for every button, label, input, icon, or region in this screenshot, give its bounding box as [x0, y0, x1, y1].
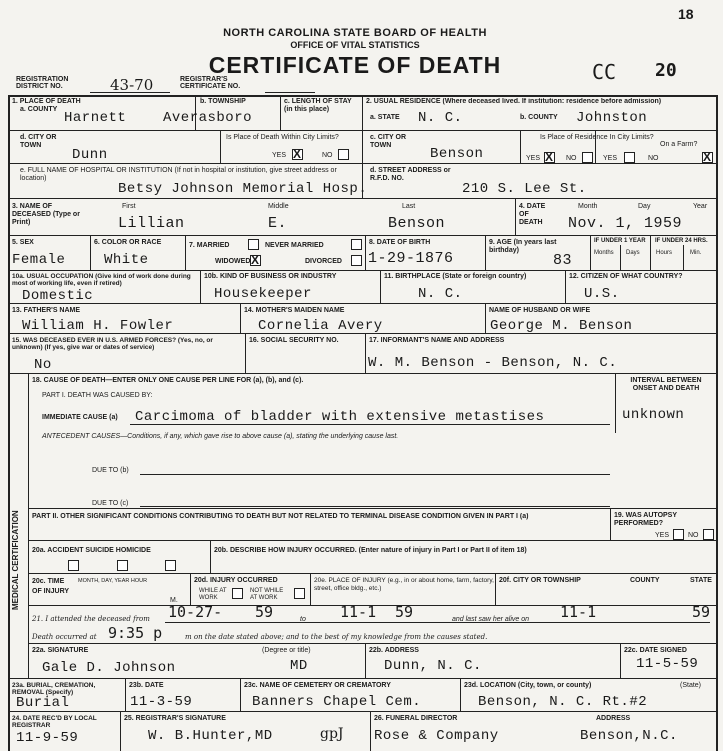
div-22c [620, 643, 621, 678]
div-9d [650, 235, 651, 270]
race-label: 6. COLOR OR RACE [94, 239, 162, 246]
injury-how-label: 20b. DESCRIBE HOW INJURY OCCURRED. (Enter nature of injury in Part I or Part II of item 18) [214, 547, 527, 554]
street-value: 210 S. Lee St. [462, 181, 587, 197]
div-interval [615, 373, 616, 433]
row23-bottom [8, 711, 716, 712]
widowed-mark: X [251, 253, 260, 267]
div-4 [515, 198, 516, 235]
injury-county-label: COUNTY [630, 577, 660, 584]
hospital-value: Betsy Johnson Memorial Hosp. [118, 181, 368, 197]
street-label: d. STREET ADDRESS or R.F.D. NO. [370, 167, 451, 182]
div-9 [485, 235, 486, 270]
armed-forces-value: No [34, 357, 52, 373]
registrar-sig-label: 25. REGISTRAR'S SIGNATURE [124, 715, 226, 722]
interval-label: INTERVAL BETWEEN ONSET AND DEATH [630, 377, 702, 392]
day-label: Day [638, 203, 651, 210]
part1-label: PART I. DEATH WAS CAUSED BY: [42, 392, 153, 399]
div-26 [370, 711, 371, 751]
div-12 [565, 270, 566, 303]
due-c-label: DUE TO (c) [92, 500, 129, 507]
div-spouse [485, 303, 486, 333]
birthplace-value: N. C. [418, 286, 463, 302]
last-saw-label: and last saw her alive on [452, 616, 530, 623]
part2-label: PART II. OTHER SIGNIFICANT CONDITIONS CONTRIBUTING TO DEATH BUT NOT RELATED TO TERMINAL DISEASE CONDITION GIVEN IN PART I (a) [32, 513, 529, 520]
birth-value: 1-29-1876 [368, 250, 454, 267]
antecedent-label: ANTECEDENT CAUSES—Conditions, if any, which gave rise to above cause (a), stating the underlying cause last. [42, 433, 399, 440]
date-recd-label: 24. DATE REC'D BY LOCAL REGISTRAR [12, 715, 97, 729]
div-25 [120, 711, 121, 751]
funeral-address-value: Benson,N.C. [580, 728, 678, 744]
funeral-value: Rose & Company [374, 728, 499, 744]
age-label: 9. AGE (In years last birthday) [489, 239, 557, 254]
res-state-value: N. C. [418, 110, 463, 126]
div-9e [683, 245, 684, 270]
row18-bottom [28, 540, 716, 541]
burial-date-label: 23b. DATE [129, 682, 164, 689]
attended-from-value: 10-27- [168, 603, 223, 621]
limits-yes-label: YES [526, 155, 541, 162]
death-occurred-label: Death occurred at [32, 633, 97, 641]
father-value: William H. Fowler [22, 318, 174, 334]
registrar-cert-label: REGISTRAR'S CERTIFICATE NO. [180, 76, 241, 90]
div-20d [190, 573, 191, 605]
under1-label: IF UNDER 1 YEAR [594, 238, 646, 244]
month-label: Month [578, 203, 598, 210]
not-while-checkbox[interactable] [294, 588, 305, 599]
father-label: 13. FATHER'S NAME [12, 307, 81, 314]
div-23b [125, 678, 126, 711]
div-22b [365, 643, 366, 678]
widowed-label: WIDOWED [215, 258, 251, 265]
corner-mark: 18 [678, 6, 694, 22]
year-label: Year [693, 203, 708, 210]
res-city-label: c. CITY OR TOWN [370, 134, 407, 149]
div-10b [200, 270, 201, 303]
while-at-work-checkbox[interactable] [232, 588, 243, 599]
under24-label: IF UNDER 24 HRS. [655, 238, 708, 244]
due-b-label: DUE TO (b) [92, 467, 129, 474]
accident-checkbox[interactable] [68, 560, 79, 571]
last-saw-year: 59 [692, 603, 711, 621]
res-county-label: b. COUNTY [520, 114, 558, 121]
middle-name-value: E. [268, 215, 288, 232]
citizen-label: 12. CITIZEN OF WHAT COUNTRY? [569, 273, 683, 280]
attended-from-year: 59 [255, 603, 274, 621]
within-no-label: NO [322, 152, 333, 159]
time-of-injury-label: 20c. TIME OF INJURY [32, 578, 70, 595]
degree-label: (Degree or title) [262, 647, 311, 654]
not-while-label: NOT WHILE AT WORK [250, 588, 284, 601]
never-married-checkbox[interactable] [351, 239, 362, 250]
armed-forces-label: 15. WAS DECEASED EVER IN U.S. ARMED FORCES? (Yes, no, or unknown) (If yes, give war or dates of service) [12, 337, 213, 351]
married-checkbox[interactable] [248, 239, 259, 250]
hospital-label: e. FULL NAME OF HOSPITAL OR INSTITUTION (If not in hospital or institution, give street address or location) [20, 167, 337, 182]
birthplace-label: 11. BIRTHPLACE (State or foreign country) [384, 273, 527, 280]
row20a-bottom [28, 573, 716, 574]
signature-label: 22a. SIGNATURE [32, 647, 89, 654]
funeral-address-label: ADDRESS [596, 715, 631, 722]
industry-value: Housekeeper [214, 286, 312, 302]
in-limits-label: Is Place of Residence In City Limits? [540, 134, 654, 141]
div-1c [280, 95, 281, 130]
attended-to-year: 59 [395, 603, 414, 621]
injury-occurred-label: 20d. INJURY OCCURRED [194, 577, 278, 584]
date-recd-value: 11-9-59 [16, 730, 79, 746]
date-signed-value: 11-5-59 [636, 656, 699, 672]
farm-yes-label: YES [603, 155, 618, 162]
row5-bottom [8, 270, 716, 271]
injury-state-label: STATE [690, 577, 712, 584]
death-township-value: Averasboro [163, 110, 253, 126]
ssn-label: 16. SOCIAL SECURITY NO. [249, 337, 339, 344]
medical-certification-side-label: MEDICAL CERTIFICATION [11, 510, 20, 610]
last-name-value: Benson [388, 215, 446, 232]
informant-value: W. M. Benson - Benson, N. C. [368, 355, 618, 371]
burial-date-value: 11-3-59 [130, 694, 193, 710]
death-occurred-tail: m on the date stated above; and to the best of my knowledge from the causes stated. [185, 633, 488, 641]
signature-value: Gale D. Johnson [42, 660, 176, 676]
address-label: 22b. ADDRESS [369, 647, 419, 654]
suicide-checkbox[interactable] [117, 560, 128, 571]
stamp-number: 20 [655, 60, 677, 81]
div-16 [245, 333, 246, 373]
row1e-bottom [8, 198, 716, 199]
div-7 [185, 235, 186, 270]
married-label: 7. MARRIED [189, 242, 230, 249]
within-limits-label: Is Place of Death Within City Limits? [226, 134, 339, 141]
immediate-cause-value: Carcimoma of bladder with extensive metastises [135, 409, 545, 425]
place-of-death-label: 1. PLACE OF DEATH [12, 98, 81, 105]
certificate-title: CERTIFICATE OF DEATH [208, 52, 502, 78]
citizen-value: U.S. [584, 286, 620, 302]
res-city-value: Benson [430, 146, 484, 162]
middle-label: Middle [268, 203, 289, 210]
div-9c [620, 245, 621, 270]
within-yes-label: YES [272, 152, 287, 159]
row15-bottom [8, 373, 716, 374]
burial-label: 23a. BURIAL, CREMATION, REMOVAL (Specify) [12, 682, 96, 696]
degree-value: MD [290, 658, 308, 674]
informant-label: 17. INFORMANT'S NAME AND ADDRESS [369, 337, 505, 344]
div-1d [220, 130, 221, 163]
mother-value: Cornelia Avery [258, 318, 383, 334]
row3-bottom [8, 235, 716, 236]
occupation-label: 10a. USUAL OCCUPATION (Give kind of work done during most of working life, even if retired) [12, 273, 191, 287]
autopsy-no-label: NO [688, 532, 699, 539]
spouse-label: NAME OF HUSBAND OR WIFE [489, 307, 591, 314]
last-label: Last [402, 203, 416, 210]
m-label: M. [170, 597, 178, 604]
within-limits-no-checkbox[interactable] [338, 149, 349, 160]
res-limits-no-checkbox[interactable] [582, 152, 593, 163]
res-state-label: a. STATE [370, 114, 400, 121]
immediate-label: IMMEDIATE CAUSE (a) [42, 414, 118, 421]
immediate-line [130, 424, 610, 425]
death-time-value: 9:35 p [108, 624, 163, 642]
death-city-value: Dunn [72, 147, 108, 163]
attended-label: 21. I attended the deceased from [32, 615, 150, 623]
to-label: to [300, 616, 306, 623]
hours-label: Hours [656, 250, 673, 256]
length-of-stay-label: c. LENGTH OF STAY (in this place) [284, 98, 352, 113]
residence-label: 2. USUAL RESIDENCE (Where deceased lived. If institution: residence before admission) [366, 98, 662, 105]
div-17 [365, 333, 366, 373]
death-county-value: Harnett [64, 110, 127, 126]
row10-bottom [8, 303, 716, 304]
county-label: a. COUNTY [20, 106, 58, 113]
div-20f [495, 573, 496, 605]
cemetery-label: 23c. NAME OF CEMETERY OR CREMATORY [244, 682, 391, 689]
on-farm-label: On a Farm? [660, 141, 698, 148]
row1d-bottom [8, 163, 716, 164]
days-label: Days [626, 250, 640, 256]
date-of-death-label: 4. DATE OF DEATH [519, 203, 546, 226]
part2-top [28, 508, 716, 509]
while-at-work-label: WHILE AT WORK [199, 588, 227, 601]
industry-label: 10b. KIND OF BUSINESS OR INDUSTRY [204, 273, 337, 280]
div-20b [210, 540, 211, 573]
reg-district-label: REGISTRATION DISTRICT NO. [16, 76, 69, 90]
interval-value: unknown [622, 407, 685, 423]
div-23c [240, 678, 241, 711]
age-value: 83 [553, 252, 573, 269]
row1a-bottom [8, 130, 716, 131]
div-9b [590, 235, 591, 270]
months-label: Months [594, 250, 614, 256]
reg-district-value: 43-70 [110, 76, 154, 94]
farm-no-label: NO [648, 155, 659, 162]
accident-label: 20a. ACCIDENT SUICIDE HOMICIDE [32, 547, 151, 554]
first-label: First [122, 203, 136, 210]
name-label: 3. NAME OF DECEASED (Type or Print) [12, 203, 80, 226]
within-limits-mark: X [293, 147, 302, 161]
autopsy-no-checkbox[interactable] [703, 529, 714, 540]
location-label: 23d. LOCATION (City, town, or county) [464, 682, 592, 689]
divorced-label: DIVORCED [305, 258, 342, 265]
township-label: b. TOWNSHIP [200, 98, 246, 105]
date-signed-label: 22c. DATE SIGNED [624, 647, 687, 654]
autopsy-yes-checkbox[interactable] [673, 529, 684, 540]
autopsy-label: 19. WAS AUTOPSY PERFORMED? [614, 512, 677, 527]
reg-district-line [90, 92, 170, 93]
sex-value: Female [12, 252, 66, 268]
res-farm-mark: X [703, 150, 712, 164]
office-heading: OFFICE OF VITAL STATISTICS [290, 40, 420, 50]
row22-bottom [8, 678, 716, 679]
never-married-label: NEVER MARRIED [265, 242, 324, 249]
birth-label: 8. DATE OF BIRTH [369, 239, 431, 246]
res-limits-mark: X [545, 150, 554, 164]
cemetery-value: Banners Chapel Cem. [252, 694, 422, 710]
stamp-cert: CC [592, 60, 617, 84]
attended-to-value: 11-1 [340, 603, 377, 621]
div-23d [460, 678, 461, 711]
div-14 [240, 303, 241, 333]
race-value: White [104, 252, 149, 268]
first-name-value: Lillian [118, 215, 185, 232]
mother-label: 14. MOTHER'S MAIDEN NAME [244, 307, 345, 314]
funeral-label: 26. FUNERAL DIRECTOR [374, 715, 458, 722]
res-county-value: Johnston [576, 110, 648, 126]
spouse-value: George M. Benson [490, 318, 633, 334]
medical-side-line [28, 373, 29, 678]
div-8 [365, 235, 366, 270]
divorced-checkbox[interactable] [351, 255, 362, 266]
autopsy-yes-label: YES [655, 532, 670, 539]
registrar-sig-value: W. B.Hunter,MD [148, 728, 273, 744]
div-6 [90, 235, 91, 270]
grid-right [716, 95, 718, 751]
occupation-value: Domestic [22, 288, 94, 304]
location-value: Benson, N. C. Rt.#2 [478, 694, 648, 710]
div-20e [310, 573, 311, 605]
homicide-checkbox[interactable] [165, 560, 176, 571]
min-label: Min. [690, 250, 702, 256]
due-b-line [140, 474, 610, 475]
address-value: Dunn, N. C. [384, 658, 482, 674]
limits-no-label: NO [566, 155, 577, 162]
registrar-initials: gpJ [320, 726, 344, 742]
res-farm-yes-checkbox[interactable] [624, 152, 635, 163]
time-sub-label: MONTH, DAY, YEAR HOUR [78, 578, 148, 584]
div-autopsy [610, 508, 611, 540]
location-state-label: (State) [680, 682, 702, 689]
cause-label: 18. CAUSE OF DEATH—ENTER ONLY ONE CAUSE PER LINE FOR (a), (b), and (c). [32, 377, 304, 384]
last-saw-value: 11-1 [560, 603, 597, 621]
burial-value: Burial [16, 695, 70, 711]
attended-line [165, 622, 710, 623]
state-board-heading: NORTH CAROLINA STATE BOARD OF HEALTH [223, 27, 487, 39]
date-of-death-value: Nov. 1, 1959 [568, 215, 683, 232]
city-township-label: 20f. CITY OR TOWNSHIP [499, 577, 581, 584]
registrar-cert-line [265, 92, 315, 93]
div-2c [520, 130, 521, 163]
sex-label: 5. SEX [12, 239, 34, 246]
div-11 [380, 270, 381, 303]
grid-left [8, 95, 10, 751]
city-label: d. CITY OR TOWN [20, 134, 57, 149]
due-c-line [140, 506, 610, 507]
row21-bottom [28, 643, 716, 644]
place-injury-label: 20e. PLACE OF INJURY (e.g., in or about home, farm, factory, street, office bldg., etc.) [314, 577, 494, 592]
